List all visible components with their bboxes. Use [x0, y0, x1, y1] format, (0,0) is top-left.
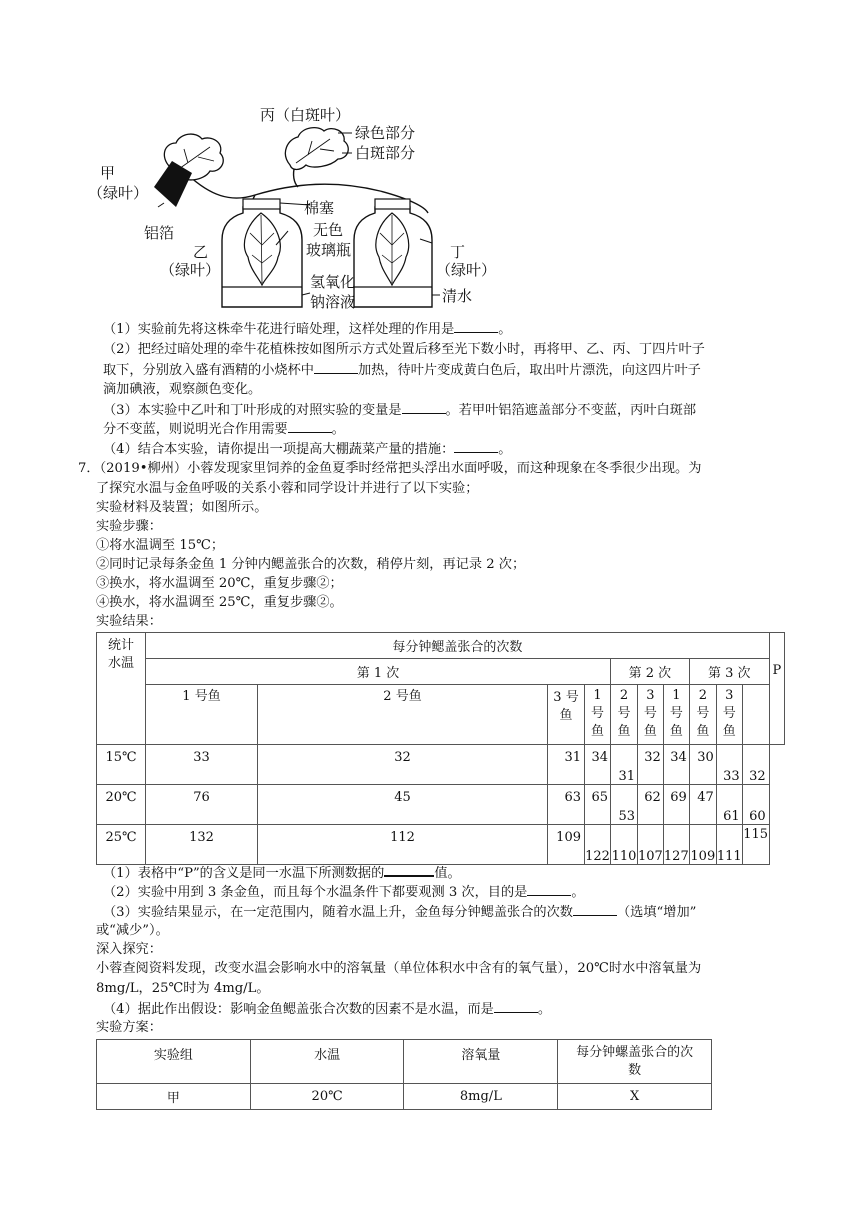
q7-plan-title: 实验方案： — [96, 1020, 162, 1035]
header-r3-fish-1: 1 号 鱼 — [663, 685, 689, 745]
label-yi: 乙 — [193, 243, 209, 261]
plan-table — [96, 1039, 712, 1110]
q7-step-2: ②同时记录每条金鱼 1 分钟内鳃盖张合的次数，稍停片刻，再记录 2 次； — [96, 557, 526, 572]
plan-header-group: 实验组 — [97, 1040, 251, 1084]
q7-answer-3-line-2: 或“减少”）。 — [96, 923, 169, 938]
cell: 34 — [585, 745, 611, 785]
cell: 8mg/L — [404, 1084, 558, 1110]
q7-deep-line-2: 8mg/L，25℃时为 4mg/L。 — [96, 981, 270, 996]
cell: 109 — [689, 825, 716, 865]
label-naoh-2: 钠溶液 — [310, 293, 356, 311]
header-r3-fish-2: 2 号 鱼 — [689, 685, 716, 745]
q7-step-3: ③换水，将水温调至 20℃，重复步骤②； — [96, 576, 343, 591]
plan-header-oxygen: 溶氧量 — [404, 1040, 558, 1084]
label-jia-sub: （绿叶） — [88, 184, 149, 202]
cell: 45 — [258, 785, 548, 825]
q6-question-2-line-2: 取下，分别放入盛有酒精的小烧杯中 加热，待叶片变成黄白色后，取出叶片漂洗，向这四片叶子 — [103, 363, 701, 378]
cell: 33 — [146, 745, 258, 785]
plan-header-count: 每分钟螺盖张合的次 数 — [558, 1040, 712, 1084]
answer-blank[interactable] — [527, 883, 571, 896]
cell: 62 — [638, 785, 664, 825]
header-r3-fish-3: 3 号 鱼 — [716, 685, 742, 745]
answer-blank[interactable] — [454, 440, 498, 453]
header-p: P — [769, 633, 784, 745]
q7-deep-line-1: 小蓉查阅资料发现，改变水温会影响水中的溶氧量（单位体积水中含有的氧气量），20℃时水中溶氧量为 — [96, 961, 702, 976]
q7-steps-title: 实验步骤： — [96, 519, 162, 534]
answer-blank[interactable] — [384, 863, 434, 877]
header-main: 每分钟鳃盖张合的次数 — [146, 633, 770, 659]
cell: 20℃ — [250, 1084, 404, 1110]
label-glass-2: 玻璃瓶 — [306, 241, 352, 259]
cell: 107 — [638, 825, 664, 865]
cell: 33 — [716, 745, 742, 785]
corner-cell: 统计 水温 — [97, 633, 146, 745]
answer-blank[interactable] — [494, 1000, 538, 1013]
cell: 109 — [548, 825, 585, 865]
label-white-part: 白斑部分 — [355, 144, 416, 162]
row-temp: 25℃ — [97, 825, 146, 865]
q7-results-title: 实验结果： — [96, 614, 162, 629]
row-temp: 20℃ — [97, 785, 146, 825]
table-row — [97, 1084, 712, 1110]
table-row — [97, 825, 785, 865]
label-yi-sub: （绿叶） — [160, 261, 221, 279]
q6-question-3-line-1: （3）本实验中乙叶和丁叶形成的对照实验的变量是 。若甲叶铝箔遮盖部分不变蓝，丙叶白斑部 — [103, 403, 697, 418]
cell: 60 — [742, 785, 769, 825]
cell: 甲 — [97, 1084, 251, 1110]
cell: 32 — [638, 745, 664, 785]
label-jia: 甲 — [100, 164, 116, 182]
header-fish-1: 1 号鱼 — [146, 685, 258, 745]
cell: 31 — [611, 745, 638, 785]
cell: 69 — [663, 785, 689, 825]
q6-question-4: （4）结合本实验，请你提出一项提高大棚蔬菜产量的措施： 。 — [103, 442, 512, 457]
label-cotton: 棉塞 — [304, 199, 335, 217]
cell: 63 — [548, 785, 585, 825]
header-r2-fish-1: 1 号 鱼 — [585, 685, 611, 745]
q7-intro-line-1: 7．（2019•柳州）小蓉发现家里饲养的金鱼夏季时经常把头浮出水面呼吸，而这种现象在冬季很少出现。为 — [78, 461, 702, 476]
cell: 47 — [689, 785, 716, 825]
cell: 31 — [548, 745, 585, 785]
q7-answer-3-line-1: （3）实验结果显示，在一定范围内，随着水温上升，金鱼每分钟鳃盖张合的次数 （选填“增加” — [103, 905, 697, 920]
q7-answer-1: （1）表格中“P”的含义是同一水温下所测数据的 值。 — [103, 863, 461, 883]
cell: 30 — [689, 745, 716, 785]
header-r2-fish-2: 2 号 鱼 — [611, 685, 638, 745]
header-fish-2: 2 号鱼 — [258, 685, 548, 745]
label-ding: 丁 — [450, 243, 466, 261]
answer-blank[interactable] — [402, 401, 446, 414]
q7-materials: 实验材料及装置；如图所示。 — [96, 500, 268, 515]
label-foil: 铝箔 — [144, 224, 175, 242]
plant-experiment-figure — [80, 95, 500, 315]
q7-deep-title: 深入探究： — [96, 942, 162, 957]
q7-step-4: ④换水，将水温调至 25℃，重复步骤②。 — [96, 595, 343, 610]
cell: 61 — [716, 785, 742, 825]
cell: 34 — [663, 745, 689, 785]
answer-blank[interactable] — [573, 903, 617, 916]
cell: 32 — [742, 745, 769, 785]
results-table — [96, 632, 785, 865]
label-bing: 丙（白斑叶） — [260, 106, 351, 124]
answer-blank[interactable] — [288, 420, 332, 433]
q6-question-2-line-3: 滴加碘液，观察颜色变化。 — [103, 382, 262, 397]
label-glass-1: 无色 — [313, 221, 344, 239]
cell: 65 — [585, 785, 611, 825]
header-r2-fish-3: 3 号 鱼 — [638, 685, 664, 745]
q7-step-1: ①将水温调至 15℃； — [96, 538, 225, 553]
label-water: 清水 — [442, 287, 473, 305]
table-row — [97, 785, 785, 825]
cell: 132 — [146, 825, 258, 865]
q7-intro-line-2: 了探究水温与金鱼呼吸的关系小蓉和同学设计并进行了以下实验； — [96, 481, 479, 496]
header-third: 第 3 次 — [689, 659, 769, 685]
q7-answer-4: （4）据此作出假设：影响金鱼鳃盖张合次数的因素不是水温，而是 。 — [103, 1002, 552, 1017]
cell: 110 — [611, 825, 638, 865]
cell: X — [558, 1084, 712, 1110]
label-naoh-1: 氢氧化 — [310, 273, 356, 291]
label-ding-sub: （绿叶） — [436, 261, 497, 279]
cell: 76 — [146, 785, 258, 825]
cell: 112 — [258, 825, 548, 865]
cell: 115 — [742, 825, 769, 865]
cell: 111 — [716, 825, 742, 865]
answer-blank[interactable] — [454, 320, 498, 333]
label-green-part: 绿色部分 — [355, 124, 416, 142]
header-fish-3: 3 号 鱼 — [548, 685, 585, 745]
q6-question-3-line-2: 分不变蓝，则说明光合作用需要 。 — [103, 422, 345, 437]
cell: 32 — [258, 745, 548, 785]
plan-header-temp: 水温 — [250, 1040, 404, 1084]
cell: 53 — [611, 785, 638, 825]
q6-question-2-line-1: （2）把经过暗处理的牵牛花植株按如图所示方式处置后移至光下数小时，再将甲、乙、丙、丁四片叶子 — [103, 342, 705, 357]
header-first: 第 1 次 — [146, 659, 611, 685]
row-temp: 15℃ — [97, 745, 146, 785]
q7-answer-2: （2）实验中用到 3 条金鱼，而且每个水温条件下都要观测 3 次，目的是 。 — [103, 885, 585, 900]
table-row — [97, 745, 785, 785]
header-second: 第 2 次 — [611, 659, 690, 685]
cell: 122 — [585, 825, 611, 865]
answer-blank[interactable] — [314, 361, 358, 374]
cell: 127 — [663, 825, 689, 865]
q6-question-1: （1）实验前先将这株牵牛花进行暗处理，这样处理的作用是 。 — [103, 322, 512, 337]
